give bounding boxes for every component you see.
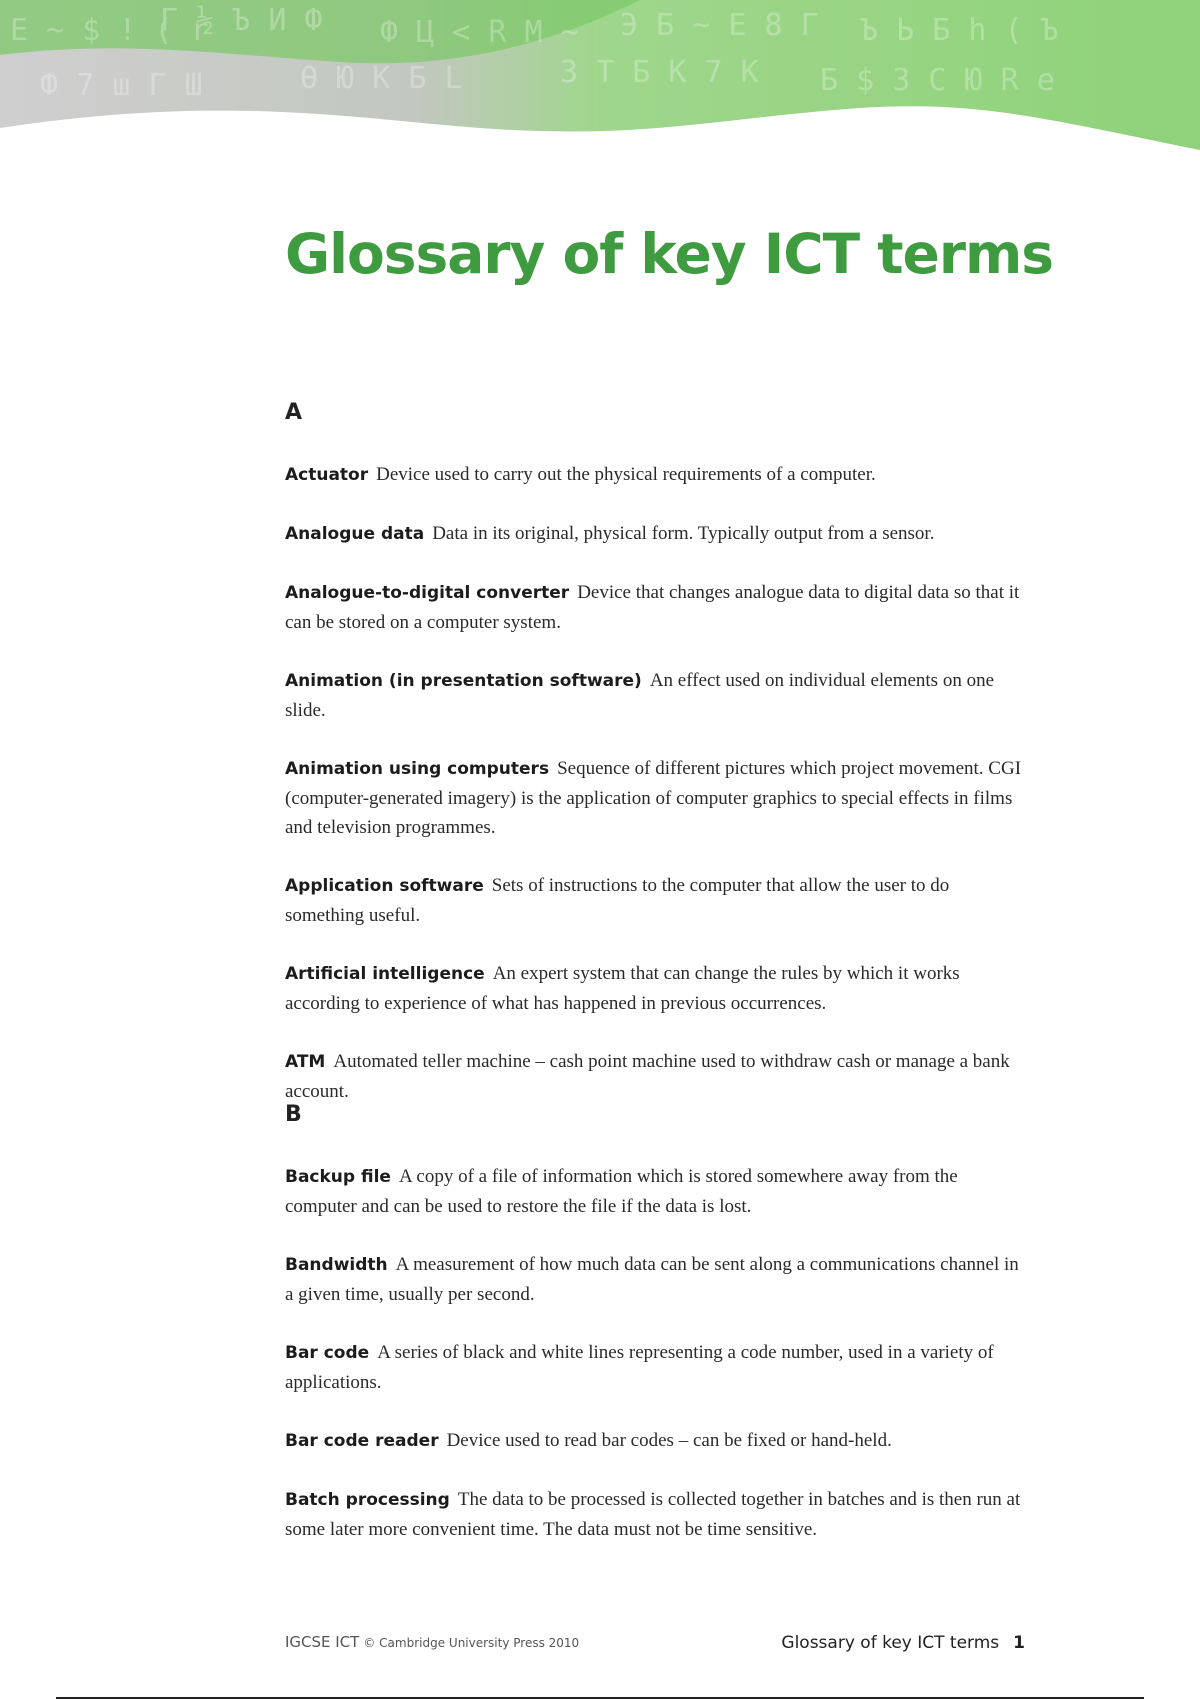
glossary-definition: An effect used on individual elements on one slide. [285, 670, 995, 721]
glossary-term: Batch processing [285, 1490, 450, 1510]
glossary-term: Analogue data [285, 524, 425, 544]
glossary-definition: Sequence of different pictures which project movement. CGI (computer-generated imagery) is the application of computer graphics to special effects in films and television programmes. [285, 758, 1022, 838]
glossary-definition: Device that changes analogue data to digital data so that it can be stored on a computer system. [285, 582, 1020, 633]
glossary-entry [285, 1047, 1030, 1106]
page-number: 1 [1013, 1633, 1025, 1653]
glossary-definition: Device used to read bar codes – can be fixed or hand-held. [446, 1430, 892, 1451]
decorative-character-banner [0, 0, 1200, 160]
glossary-definition: A copy of a file of information which is stored somewhere away from the computer and can be used to restore the file if the data is lost. [285, 1166, 958, 1217]
section-heading-b: B [285, 1102, 302, 1127]
glossary-term: Bandwidth [285, 1255, 388, 1275]
footer-running-head [781, 1633, 1025, 1653]
glossary-entry [285, 1338, 1030, 1397]
glossary-definition: The data to be processed is collected together in batches and is then run at some later more convenient time. The data must not be time sensitive. [285, 1489, 1021, 1540]
glossary-list-b [285, 1162, 1030, 1573]
glossary-entry [285, 754, 1030, 842]
glossary-entry [285, 1426, 1030, 1456]
glossary-definition: Data in its original, physical form. Typically output from a sensor. [432, 523, 935, 544]
glossary-term: Bar code [285, 1343, 370, 1363]
section-heading-a: A [285, 400, 303, 425]
glossary-entry [285, 871, 1030, 930]
footer-book-credit [285, 1633, 579, 1651]
glossary-list-a [285, 460, 1030, 1135]
svg-text:Ѳ Ю К Б L: Ѳ Ю К Б L [300, 61, 463, 96]
glossary-definition: An expert system that can change the rules by which it works according to experience of what has happened in previous occurrences. [285, 963, 960, 1014]
glossary-term: Animation using computers [285, 759, 550, 779]
footer-copyright: © Cambridge University Press 2010 [363, 1636, 580, 1650]
footer-divider [56, 1697, 1144, 1699]
glossary-definition: A series of black and white lines representing a code number, used in a variety of applications. [285, 1342, 994, 1393]
svg-text:З Т Б К 7 К: З Т Б К 7 К [560, 55, 759, 90]
glossary-entry [285, 959, 1030, 1018]
glossary-term: Artificial intelligence [285, 964, 485, 984]
header-banner [0, 0, 1200, 160]
page-title: Glossary of key ICT terms [285, 222, 1054, 286]
footer-running-title: Glossary of key ICT terms [781, 1633, 1000, 1653]
glossary-entry [285, 519, 1030, 549]
footer-book-title: IGCSE ICT [285, 1633, 360, 1651]
glossary-term: Animation (in presentation software) [285, 671, 642, 691]
svg-text:E ~ $ ! ( r: E ~ $ ! ( r [10, 13, 209, 48]
glossary-entry [285, 460, 1030, 490]
glossary-definition: Automated teller machine – cash point machine used to withdraw cash or manage a bank account. [285, 1051, 1010, 1102]
glossary-term: Backup file [285, 1167, 391, 1187]
glossary-term: Actuator [285, 465, 369, 485]
glossary-entry [285, 1162, 1030, 1221]
svg-text:Ф Ц < R М ~: Ф Ц < R М ~ [380, 15, 579, 50]
glossary-entry [285, 1485, 1030, 1544]
glossary-definition: A measurement of how much data can be sent along a communications channel in a given time, usually per second. [285, 1254, 1019, 1305]
svg-text:Ф 7 ш Г Ш: Ф 7 ш Г Ш [40, 68, 203, 103]
glossary-entry [285, 666, 1030, 725]
glossary-entry [285, 578, 1030, 637]
svg-text:Г ½ Ъ И Ф: Г ½ Ъ И Ф [160, 3, 323, 38]
svg-text:Б $ З С Ю R e: Б $ З С Ю R e [820, 63, 1055, 98]
svg-text:Э Б ~ Е 8 Г: Э Б ~ Е 8 Г [620, 8, 819, 43]
glossary-term: Application software [285, 876, 484, 896]
glossary-term: Analogue-to-digital converter [285, 583, 570, 603]
glossary-term: ATM [285, 1052, 326, 1072]
glossary-entry [285, 1250, 1030, 1309]
svg-text:Ъ Ь Б h ( Ъ: Ъ Ь Б h ( Ъ [860, 13, 1059, 48]
glossary-term: Bar code reader [285, 1431, 439, 1451]
glossary-definition: Device used to carry out the physical requirements of a computer. [376, 464, 876, 485]
glossary-definition: Sets of instructions to the computer that allow the user to do something useful. [285, 875, 950, 926]
